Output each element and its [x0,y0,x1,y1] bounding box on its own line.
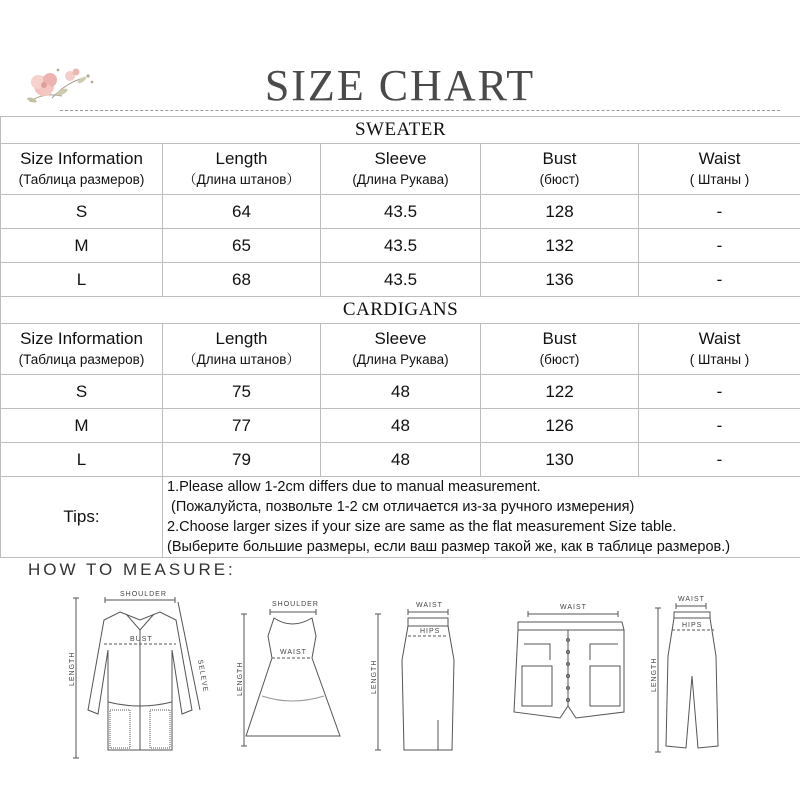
svg-text:WAIST: WAIST [416,602,443,609]
column-header: Sleeve (Длина Рукава) [321,144,481,195]
table-cell: 126 [481,409,639,443]
table-cell: 68 [163,263,321,297]
table-cell: - [639,375,800,409]
table-cell: 65 [163,229,321,263]
table-cell: 130 [481,443,639,477]
tips-label: Tips: [1,477,163,558]
table-cell: 128 [481,195,639,229]
column-header: Bust (бюст) [481,324,639,375]
measurement-diagrams [0,590,800,800]
table-cell: 43.5 [321,263,481,297]
svg-text:LENGTH: LENGTH [371,659,378,694]
table-cell: 43.5 [321,229,481,263]
svg-text:LENGTH: LENGTH [237,661,244,696]
table-cell: M [1,409,163,443]
skirt-diagram [368,600,468,770]
jacket-diagram [60,590,220,770]
table-row [1,229,800,263]
tips-content [163,477,800,558]
column-header: Waist ( Штаны ) [639,324,800,375]
column-header: Length （Длина штанов） [163,324,321,375]
column-header: Length （Длина штанов） [163,144,321,195]
table-cell: 48 [321,443,481,477]
table-cell: 77 [163,409,321,443]
page-title: SIZE CHART [264,61,536,110]
svg-text:SHOULDER: SHOULDER [120,591,167,598]
table-cell: L [1,443,163,477]
table-cell: 122 [481,375,639,409]
table-cell: M [1,229,163,263]
table-row [1,375,800,409]
table-cell: - [639,263,800,297]
size-table [0,116,800,558]
trousers-diagram [648,596,748,766]
table-cell: - [639,229,800,263]
table-cell: - [639,195,800,229]
tip-line: 1.Please allow 1-2cm differs due to manual measurement. [167,479,541,495]
dress-diagram [232,596,352,766]
tip-line: 2.Choose larger sizes if your size are same as the flat measurement Size table. [167,519,677,535]
divider [60,110,780,111]
table-cell: - [639,409,800,443]
section-title-cardigans: CARDIGANS [1,297,800,324]
column-header: Waist ( Штаны ) [639,144,800,195]
how-to-measure-title: HOW TO MEASURE: [28,560,236,579]
table-cell: 79 [163,443,321,477]
svg-text:LENGTH: LENGTH [69,651,76,686]
table-cell: 48 [321,375,481,409]
table-cell: L [1,263,163,297]
svg-text:WAIST: WAIST [280,649,307,656]
header-row [1,144,800,195]
svg-text:LENGTH: LENGTH [651,657,658,692]
column-header: Bust (бюст) [481,144,639,195]
header [0,0,800,112]
table-cell: 43.5 [321,195,481,229]
section-title-sweater: SWEATER [1,117,800,144]
svg-text:WAIST: WAIST [560,604,587,611]
svg-text:WAIST: WAIST [678,596,705,603]
table-cell: 64 [163,195,321,229]
column-header: Size Information (Таблица размеров) [1,324,163,375]
svg-text:SELEVE: SELEVE [196,659,209,694]
tip-line: (Пожалуйста, позвольте 1-2 см отличается из-за ручного измерения) [167,499,635,515]
table-cell: 75 [163,375,321,409]
table-row [1,263,800,297]
svg-text:SHOULDER: SHOULDER [272,601,319,608]
svg-text:HIPS: HIPS [682,622,703,629]
column-header: Sleeve (Длина Рукава) [321,324,481,375]
table-cell: 136 [481,263,639,297]
header-row [1,324,800,375]
table-cell: S [1,375,163,409]
tips-row [1,477,800,558]
svg-text:HIPS: HIPS [420,628,441,635]
shorts-diagram [500,600,630,740]
table-cell: 132 [481,229,639,263]
tip-line: (Выберите большие размеры, если ваш размер такой же, как в таблице размеров.) [167,539,731,555]
table-row [1,443,800,477]
svg-text:BUST: BUST [130,636,153,643]
table-cell: 48 [321,409,481,443]
table-row [1,195,800,229]
table-cell: S [1,195,163,229]
table-row [1,409,800,443]
table-cell: - [639,443,800,477]
column-header: Size Information (Таблица размеров) [1,144,163,195]
